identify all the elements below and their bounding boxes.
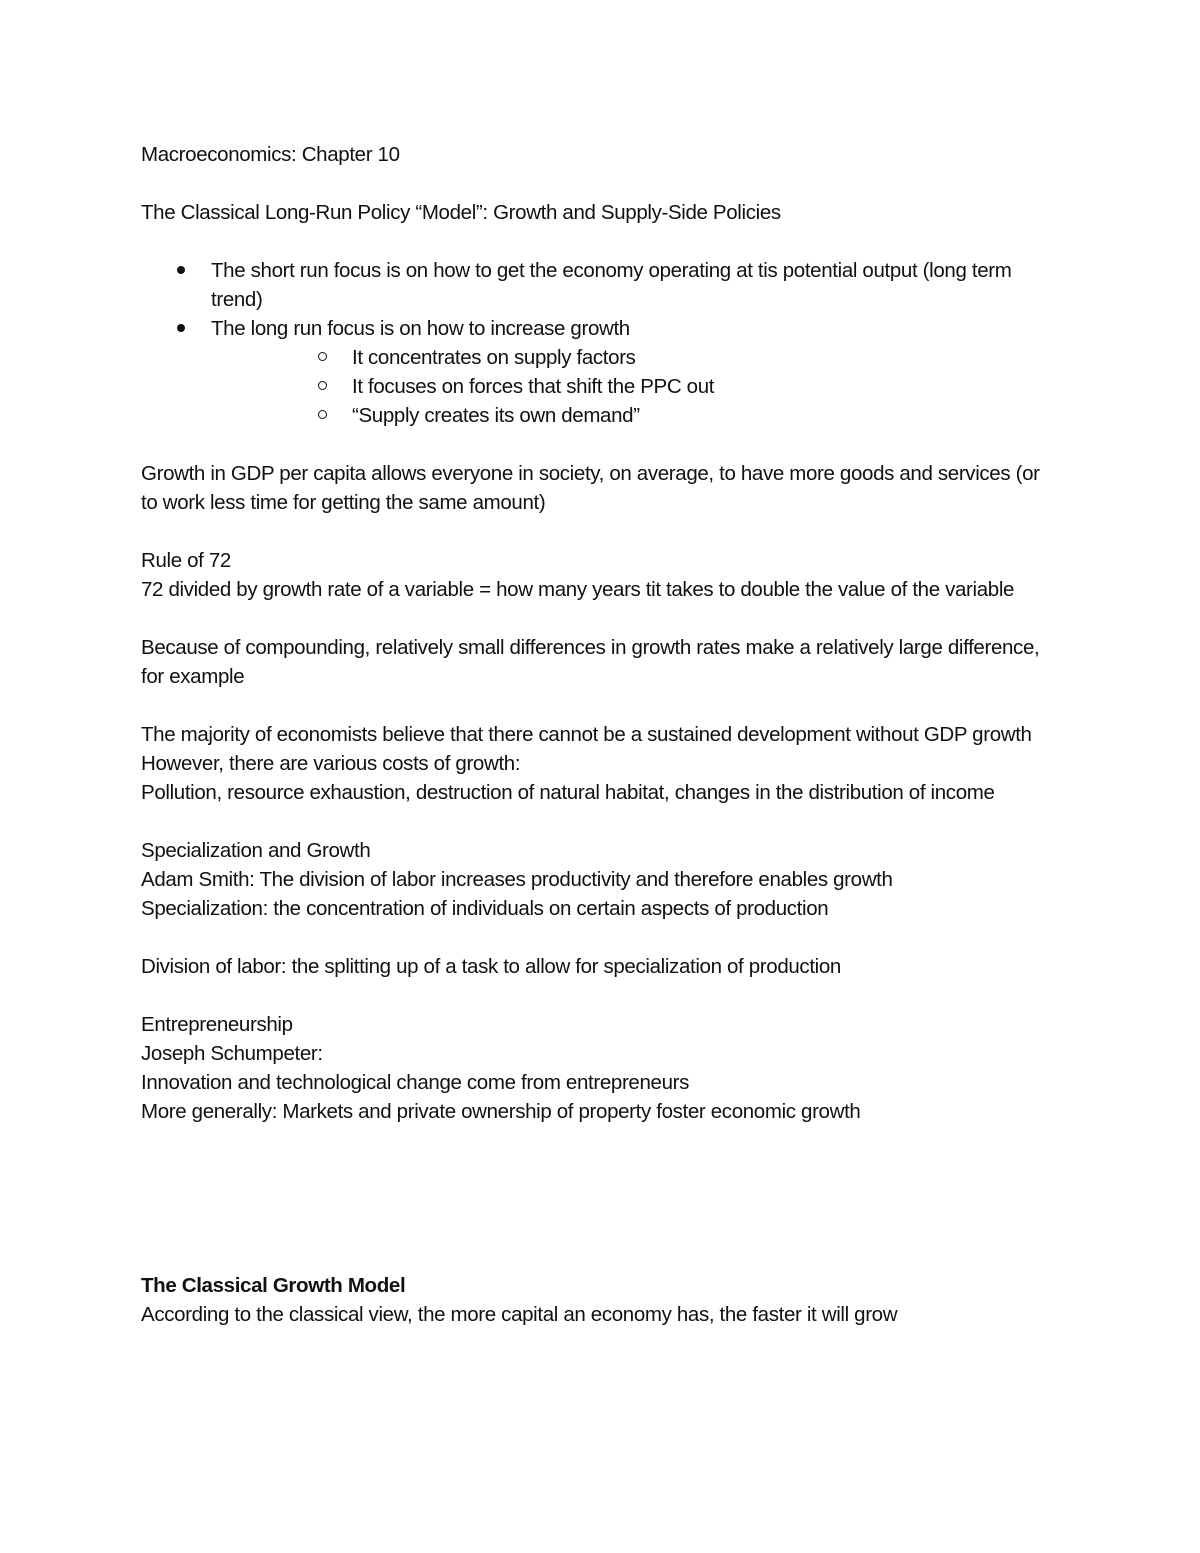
- hollow-circle-bullet-icon: [318, 352, 327, 361]
- bullet-dot-icon: [177, 266, 185, 274]
- classical-model-text: According to the classical view, the more capital an economy has, the faster it will grow: [141, 1303, 898, 1326]
- specialization-definition: Specialization: the concentration of individuals on certain aspects of production: [141, 897, 829, 920]
- division-definition: Division of labor: the splitting up of a task to allow for specialization of production: [141, 955, 841, 978]
- spacer: [141, 1213, 1061, 1242]
- spacer: [141, 169, 1061, 198]
- specialization-heading: Specialization and Growth: [141, 839, 371, 862]
- sub-bullet-text: It concentrates on supply factors: [352, 346, 636, 369]
- hollow-circle-bullet-icon: [318, 381, 327, 390]
- bullet-item: [141, 256, 1061, 314]
- schumpeter-text: Joseph Schumpeter:: [141, 1042, 323, 1065]
- spacer: [141, 923, 1061, 952]
- spacer: [141, 227, 1061, 256]
- innovation-text: Innovation and technological change come from entrepreneurs: [141, 1071, 690, 1094]
- spacer: [141, 691, 1061, 720]
- spacer: [141, 807, 1061, 836]
- document-title: Macroeconomics: Chapter 10: [141, 143, 400, 166]
- rule72-heading: Rule of 72: [141, 549, 231, 572]
- spacer: [141, 430, 1061, 459]
- bullet-text: The short run focus is on how to get the economy operating at tis potential output (long term trend): [211, 259, 1012, 311]
- costs-intro: However, there are various costs of growth:: [141, 752, 521, 775]
- compounding-paragraph: Because of compounding, relatively small differences in growth rates make a relatively large difference, for example: [141, 636, 1040, 688]
- sub-bullet-item: [211, 372, 1061, 401]
- spacer: [141, 1242, 1061, 1271]
- sub-bullet-text: It focuses on forces that shift the PPC out: [352, 375, 715, 398]
- hollow-circle-bullet-icon: [318, 410, 327, 419]
- bullet-text: The long run focus is on how to increase growth: [211, 317, 630, 340]
- economists-paragraph: The majority of economists believe that there cannot be a sustained development without GDP growth: [141, 723, 1032, 746]
- spacer: [141, 1184, 1061, 1213]
- bullet-item: [141, 314, 1061, 430]
- spacer: [141, 981, 1061, 1010]
- spacer: [141, 604, 1061, 633]
- adam-smith-text: Adam Smith: The division of labor increases productivity and therefore enables growth: [141, 868, 893, 891]
- document-body: [141, 140, 1061, 1329]
- spacer: [141, 1126, 1061, 1155]
- sub-bullet-list: [211, 343, 1061, 430]
- classical-model-heading: The Classical Growth Model: [141, 1274, 406, 1297]
- sub-bullet-item: [211, 343, 1061, 372]
- rule72-text: 72 divided by growth rate of a variable = how many years tit takes to double the value of the variable: [141, 578, 1015, 601]
- costs-list: Pollution, resource exhaustion, destruction of natural habitat, changes in the distribution of income: [141, 781, 995, 804]
- entrepreneurship-heading: Entrepreneurship: [141, 1013, 293, 1036]
- bullet-dot-icon: [177, 324, 185, 332]
- spacer: [141, 1155, 1061, 1184]
- document-subtitle: The Classical Long-Run Policy “Model”: Growth and Supply-Side Policies: [141, 201, 781, 224]
- sub-bullet-text: “Supply creates its own demand”: [352, 404, 640, 427]
- sub-bullet-item: [211, 401, 1061, 430]
- growth-paragraph: Growth in GDP per capita allows everyone in society, on average, to have more goods and services (or to work less time for getting the same amount): [141, 462, 1040, 514]
- spacer: [141, 517, 1061, 546]
- markets-text: More generally: Markets and private ownership of property foster economic growth: [141, 1100, 861, 1123]
- bullet-list: [141, 256, 1061, 430]
